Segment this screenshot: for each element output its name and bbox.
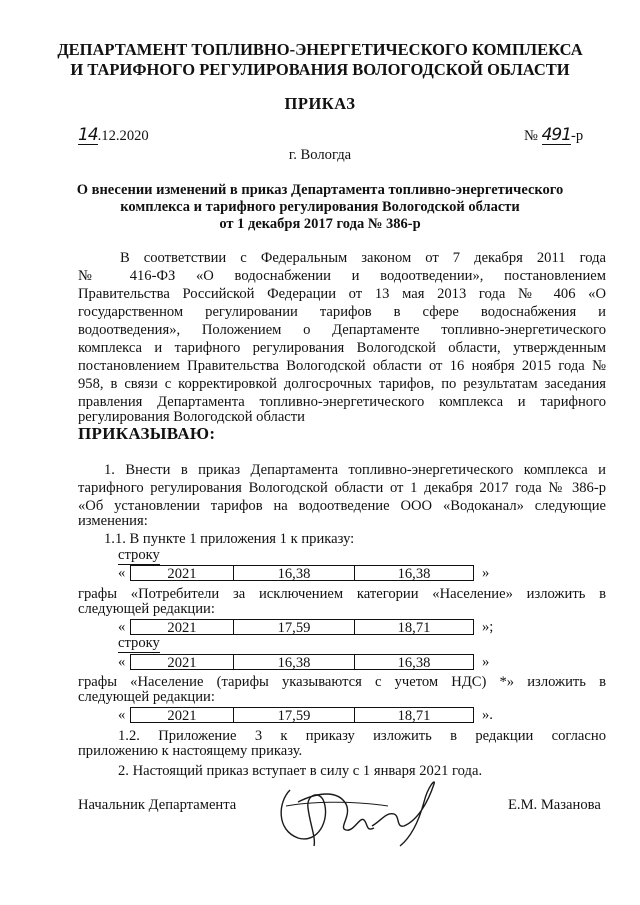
tariff-cell-year: 2021 [130, 654, 234, 670]
city: г. Вологда [288, 147, 352, 163]
item1-line: изменения: [78, 513, 148, 529]
order-title-line3: от 1 декабря 2017 года № 386-р [219, 216, 421, 232]
tariff-cell-value: 16,38 [354, 565, 474, 581]
item12-line: 1.2. Приложение 3 к приказу изложить в редакции согласно [118, 728, 606, 744]
item1-line: «Об установлении тарифов на водоотведение ООО «Водоканал» следующие [78, 498, 606, 514]
signature-name: Е.М. Мазанова [508, 797, 601, 813]
order-title-line1: О внесении изменений в приказ Департамента топливно-энергетического [76, 182, 564, 198]
tariff-cell-year: 2021 [130, 619, 234, 635]
preamble-line: правления Департамента топливно-энергетического комплекса и тарифного [78, 394, 606, 410]
row-close-quote: ». [482, 707, 493, 723]
item12-line: приложению к настоящему приказу. [78, 743, 303, 759]
order-number [524, 125, 584, 145]
preamble-line: № 416-ФЗ «О водоснабжении и водоотведении», постановлением [78, 268, 606, 284]
row-open-quote: « [118, 654, 126, 670]
order-number-value: 491 [541, 125, 572, 145]
preamble-line: комплекса и тарифного регулирования Вологодской области, утвержденным [78, 340, 606, 356]
tariff-cell-value: 17,59 [233, 707, 355, 723]
item1-line: тарифного регулирования Вологодской области от 1 декабря 2017 года № 386-р [78, 480, 606, 496]
order-word: ПРИКАЗЫВАЮ: [78, 424, 216, 443]
preamble-line: 958, в связи с корректировкой долгосрочных тарифов, по результатам заседания [78, 376, 606, 392]
graph2-line: следующей редакции: [78, 689, 215, 705]
preamble-line: постановлением Правительства Вологодской области от 16 ноября 2015 года № [78, 358, 606, 374]
item11-text: 1.1. В пункте 1 приложения 1 к приказу: [104, 531, 355, 547]
tariff-cell-year: 2021 [130, 707, 234, 723]
word-row: строку [118, 547, 160, 563]
tariff-cell-value: 16,38 [233, 565, 355, 581]
signature-scribble [268, 772, 448, 852]
graph2-line: графы «Население (тарифы указываются с учетом НДС) *» изложить в [78, 674, 606, 690]
word-row: строку [118, 635, 160, 651]
row-close-quote: » [482, 654, 490, 670]
preamble-line: регулирования Вологодской области [78, 409, 305, 425]
order-date-day: 14 [78, 125, 98, 145]
preamble-line: водоотведения», Положением о Департаменте топливно-энергетического [78, 322, 606, 338]
tariff-cell-value: 18,71 [354, 707, 474, 723]
tariff-cell-year: 2021 [130, 565, 234, 581]
tariff-cell-value: 17,59 [233, 619, 355, 635]
preamble-line: В соответствии с Федеральным законом от 7 декабря 2011 года [120, 250, 606, 266]
order-date [78, 125, 149, 145]
document-type: ПРИКАЗ [284, 94, 356, 113]
row-open-quote: « [118, 619, 126, 635]
row-open-quote: « [118, 565, 126, 581]
row-close-quote: »; [482, 619, 494, 635]
department-name-line1: ДЕПАРТАМЕНТ ТОПЛИВНО-ЭНЕРГЕТИЧЕСКОГО КОМПЛЕКСА [57, 40, 583, 59]
graph1-line: следующей редакции: [78, 601, 215, 617]
tariff-cell-value: 16,38 [233, 654, 355, 670]
item2-text: 2. Настоящий приказ вступает в силу с 1 января 2021 года. [118, 763, 483, 779]
preamble-line: Правительства Российской Федерации от 13 мая 2013 года № 406 «О [78, 286, 606, 302]
row-close-quote: » [482, 565, 490, 581]
tariff-cell-value: 18,71 [354, 619, 474, 635]
order-number-suffix: -р [571, 128, 584, 144]
order-number-prefix: № [524, 128, 538, 144]
order-date-rest: .12.2020 [97, 128, 149, 144]
graph1-line: графы «Потребители за исключением категории «Население» изложить в [78, 586, 606, 602]
item1-line: 1. Внести в приказ Департамента топливно-энергетического комплекса и [104, 462, 606, 478]
signature-position: Начальник Департамента [78, 797, 237, 813]
preamble-line: государственном регулировании тарифов в сфере водоснабжения и [78, 304, 606, 320]
order-title-line2: комплекса и тарифного регулирования Вологодской области [120, 199, 520, 215]
row-open-quote: « [118, 707, 126, 723]
tariff-cell-value: 16,38 [354, 654, 474, 670]
department-name-line2: И ТАРИФНОГО РЕГУЛИРОВАНИЯ ВОЛОГОДСКОЙ ОБЛАСТИ [70, 60, 570, 79]
